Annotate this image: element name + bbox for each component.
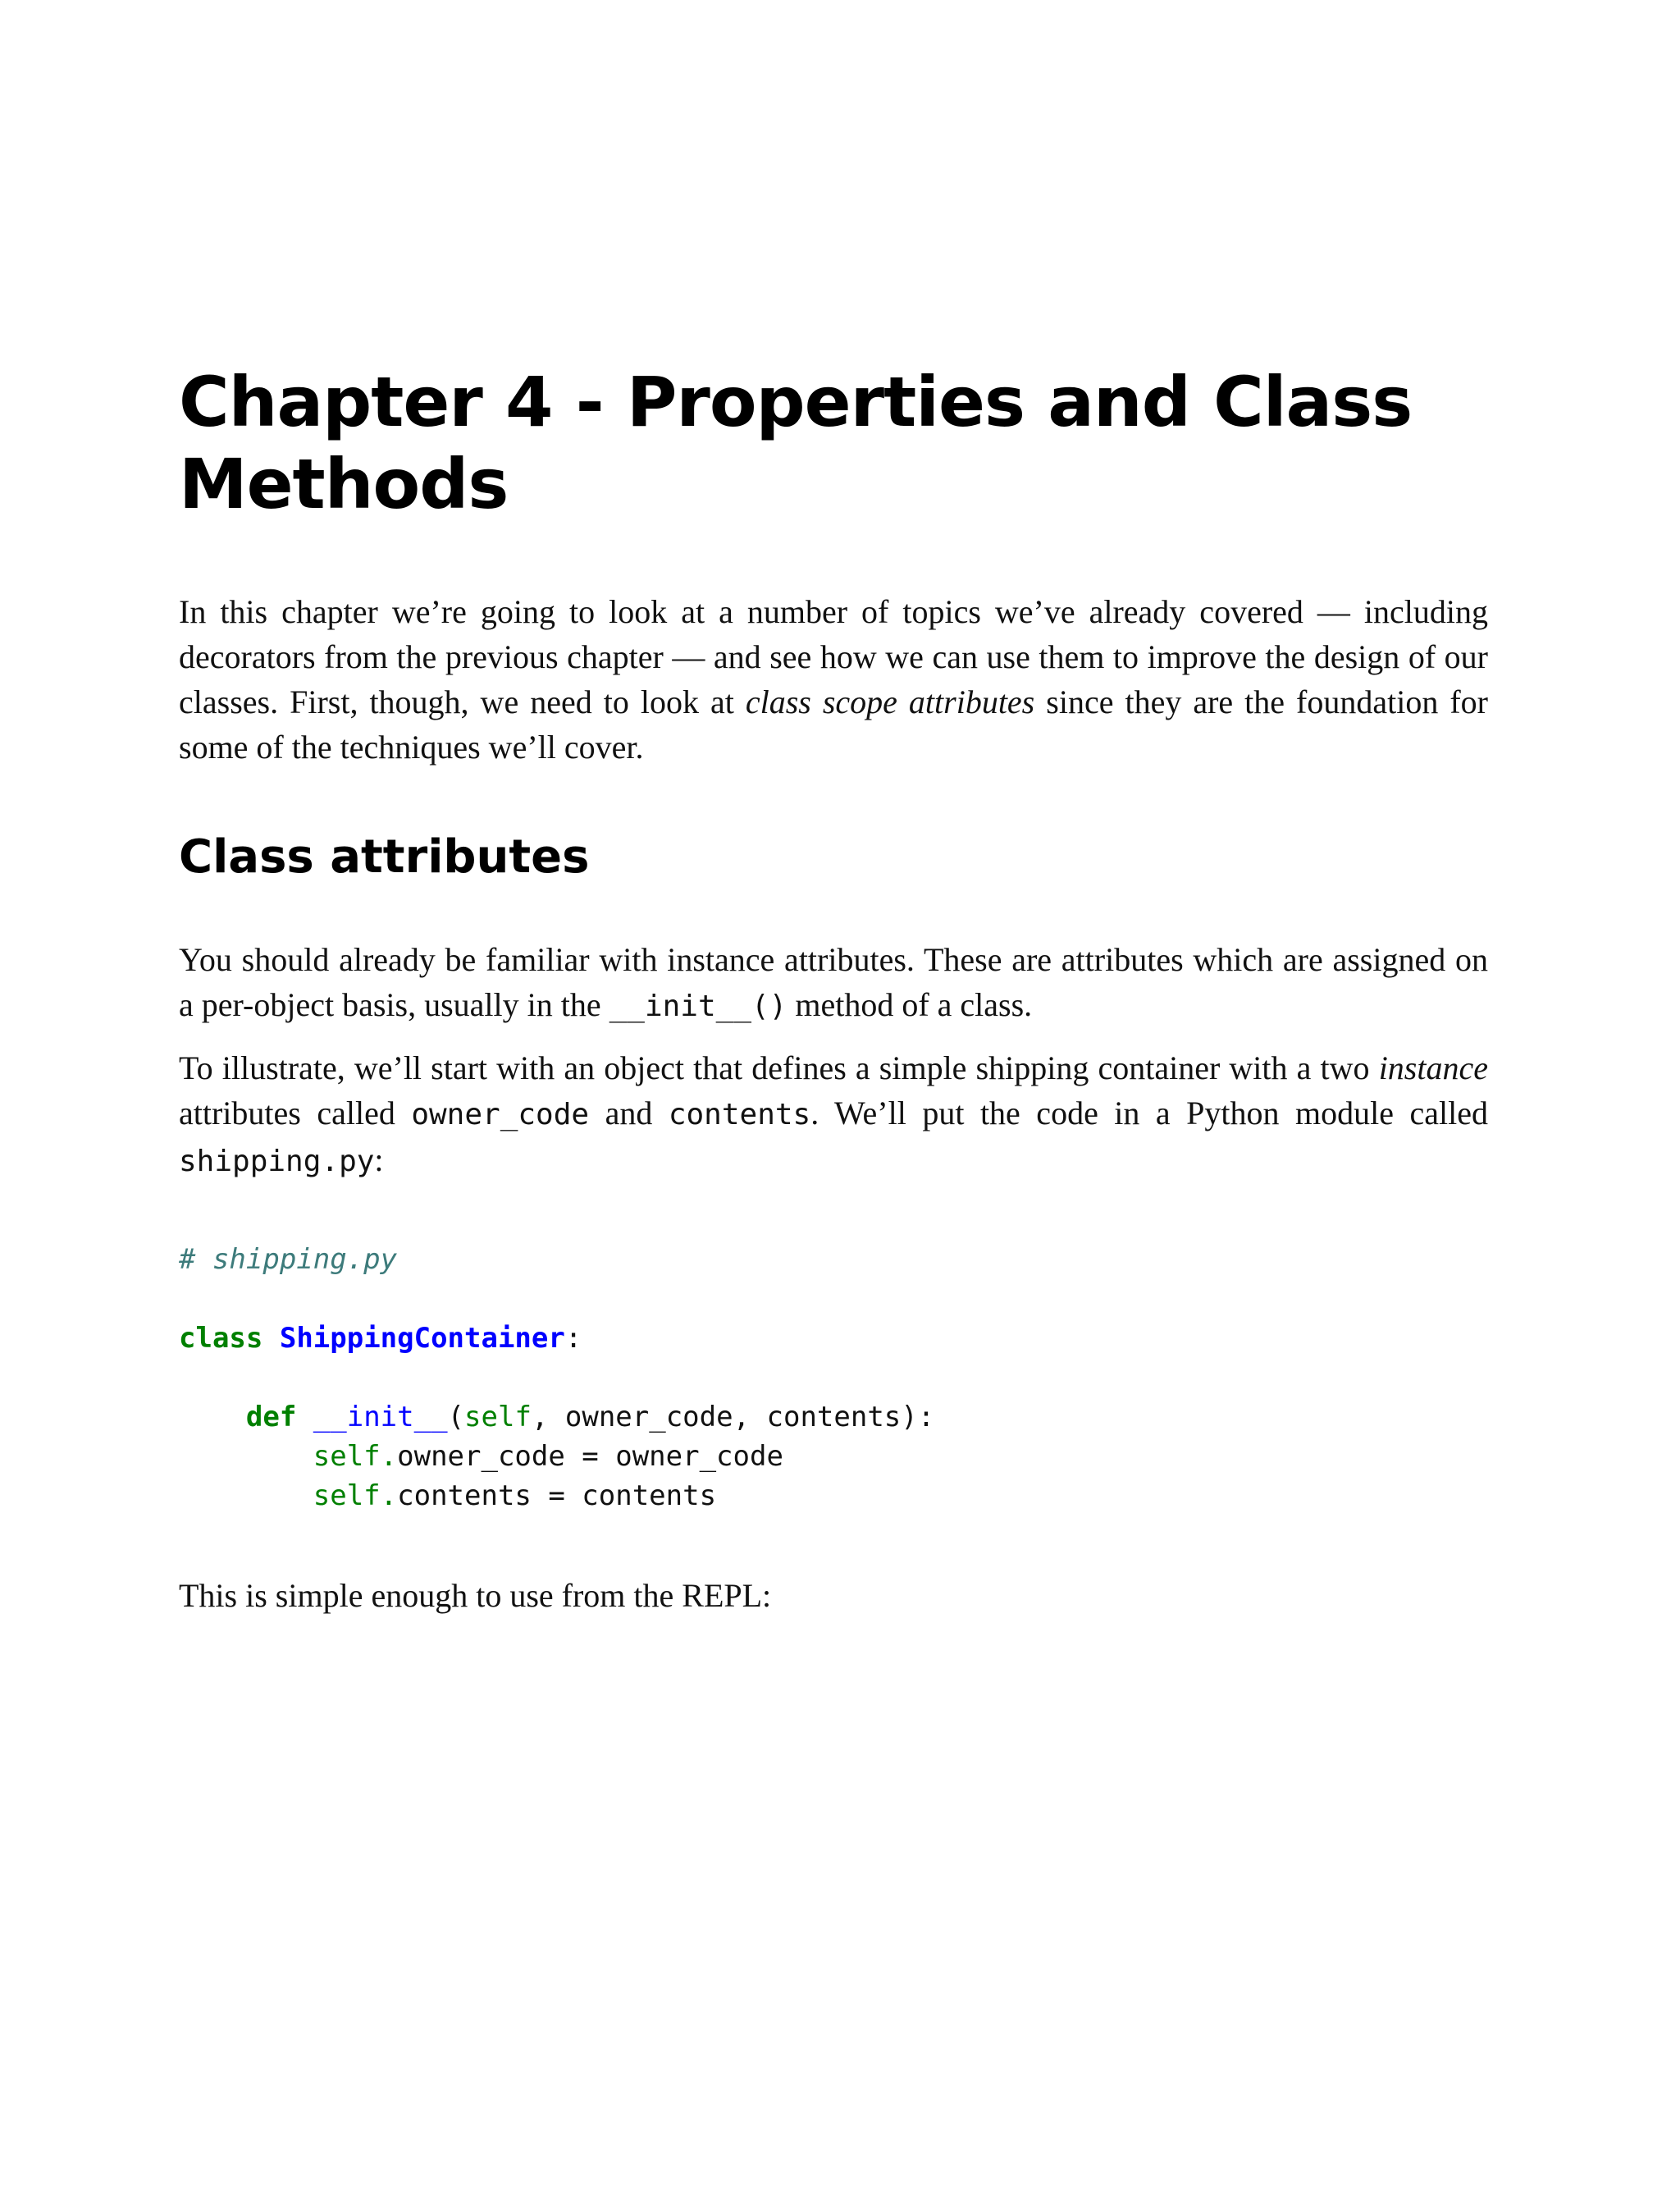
- code-class-name: ShippingContainer: [279, 1322, 565, 1355]
- p1-text-b: method of a class.: [787, 986, 1033, 1023]
- code-line-contents: contents = contents: [397, 1479, 717, 1512]
- code-self-param: self: [464, 1401, 532, 1433]
- code-keyword-def: def: [245, 1401, 297, 1433]
- chapter-title: Chapter 4 - Properties and Class Methods: [179, 362, 1413, 524]
- p2-text-a: To illustrate, we’ll start with an object that defines a simple shipping container with a two: [179, 1049, 1379, 1086]
- intro-paragraph: [179, 589, 1488, 770]
- intro-text-b: since they are the foundation for some of the techniques we’ll cover.: [179, 683, 1488, 766]
- inline-code-contents: contents: [668, 1098, 811, 1131]
- intro-emphasis: class scope attributes: [745, 683, 1035, 720]
- p2-text-c: and: [589, 1095, 669, 1131]
- code-line-owner-code: owner_code = owner_code: [397, 1440, 783, 1473]
- section-paragraph-3: This is simple enough to use from the REPL:: [179, 1577, 772, 1614]
- p2-text-d: . We’ll put the code in a Python module called: [810, 1095, 1488, 1131]
- p1-text-a: You should already be familiar with instance attributes. These are attributes which are assigned on a per-object basis, usually in the: [179, 941, 1488, 1023]
- code-colon: :: [564, 1322, 582, 1355]
- inline-code-owner-code: owner_code: [411, 1098, 590, 1131]
- section-paragraph-2: [179, 1045, 1488, 1184]
- code-self-ref-2: self.: [313, 1479, 398, 1512]
- code-func-name: __init__: [313, 1401, 448, 1433]
- code-listing: [179, 1240, 1488, 1515]
- code-params: , owner_code, contents):: [531, 1401, 935, 1433]
- p2-text-b: attributes called: [179, 1095, 412, 1131]
- p2-text-e: :: [374, 1141, 384, 1178]
- section-paragraph-1: [179, 937, 1488, 1029]
- code-comment: # shipping.py: [179, 1243, 398, 1276]
- p2-emphasis: instance: [1378, 1049, 1488, 1086]
- inline-code-init: __init__(): [609, 990, 788, 1023]
- document-page: [179, 361, 1488, 1634]
- intro-text-a: In this chapter we’re going to look at a number of topics we’ve already covered — including decorators from the previous chapter — and see how we can use them to improve the design of our classes. First, though, we need to look at: [179, 593, 1488, 720]
- code-keyword-class: class: [179, 1322, 263, 1355]
- inline-code-filename: shipping.py: [179, 1145, 375, 1178]
- code-paren: (: [447, 1401, 465, 1433]
- section-title: Class attributes: [179, 830, 590, 884]
- code-self-ref-1: self.: [313, 1440, 398, 1473]
